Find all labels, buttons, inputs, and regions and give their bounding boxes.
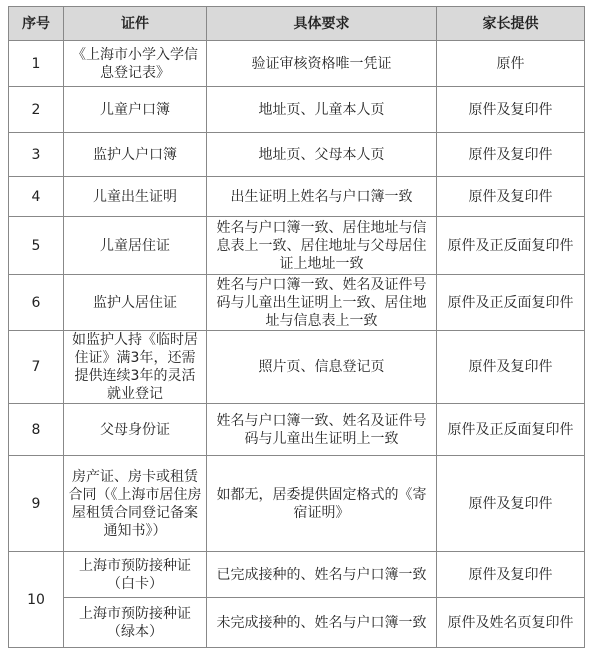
header-document: 证件	[64, 7, 207, 41]
table-row	[9, 456, 585, 552]
row-no: 3	[9, 133, 64, 177]
table-row	[9, 598, 585, 648]
row-document: 儿童居住证	[64, 217, 207, 275]
table-row	[9, 331, 585, 404]
row-provide: 原件及复印件	[437, 552, 585, 598]
row-requirement: 验证审核资格唯一凭证	[207, 41, 437, 87]
table-row	[9, 87, 585, 133]
row-no: 6	[9, 275, 64, 331]
row-provide: 原件及复印件	[437, 87, 585, 133]
header-no: 序号	[9, 7, 64, 41]
row-no: 5	[9, 217, 64, 275]
row-requirement: 地址页、父母本人页	[207, 133, 437, 177]
row-requirement: 如都无，居委提供固定格式的《寄宿证明》	[207, 456, 437, 552]
row-requirement: 照片页、信息登记页	[207, 331, 437, 404]
row-no: 2	[9, 87, 64, 133]
table-header-row	[9, 7, 585, 41]
row-document: 上海市预防接种证（白卡）	[64, 552, 207, 598]
row-document: 《上海市小学入学信息登记表》	[64, 41, 207, 87]
row-document: 儿童出生证明	[64, 177, 207, 217]
row-requirement: 出生证明上姓名与户口簿一致	[207, 177, 437, 217]
row-requirement: 未完成接种的、姓名与户口簿一致	[207, 598, 437, 648]
row-provide: 原件及正反面复印件	[437, 275, 585, 331]
row-document: 上海市预防接种证（绿本）	[64, 598, 207, 648]
row-no: 10	[9, 552, 64, 648]
table-row	[9, 217, 585, 275]
requirements-table	[8, 6, 585, 648]
row-requirement: 已完成接种的、姓名与户口簿一致	[207, 552, 437, 598]
row-no: 9	[9, 456, 64, 552]
row-no: 1	[9, 41, 64, 87]
table-row	[9, 275, 585, 331]
requirements-table-wrapper	[8, 6, 585, 648]
row-provide: 原件及正反面复印件	[437, 404, 585, 456]
table-row	[9, 133, 585, 177]
row-requirement: 姓名与户口簿一致、姓名及证件号码与儿童出生证明上一致	[207, 404, 437, 456]
header-provide: 家长提供	[437, 7, 585, 41]
row-provide: 原件及复印件	[437, 456, 585, 552]
row-document: 监护人居住证	[64, 275, 207, 331]
row-document: 父母身份证	[64, 404, 207, 456]
row-document: 儿童户口簿	[64, 87, 207, 133]
row-no: 7	[9, 331, 64, 404]
row-no: 4	[9, 177, 64, 217]
row-requirement: 姓名与户口簿一致、姓名及证件号码与儿童出生证明上一致、居住地址与信息表上一致	[207, 275, 437, 331]
row-provide: 原件	[437, 41, 585, 87]
row-requirement: 地址页、儿童本人页	[207, 87, 437, 133]
row-document: 房产证、房卡或租赁合同（《上海市居住房屋租赁合同登记备案通知书》）	[64, 456, 207, 552]
table-row	[9, 41, 585, 87]
table-row	[9, 404, 585, 456]
table-row	[9, 177, 585, 217]
row-provide: 原件及正反面复印件	[437, 217, 585, 275]
row-document: 如监护人持《临时居住证》满3年，还需提供连续3年的灵活就业登记	[64, 331, 207, 404]
row-provide: 原件及复印件	[437, 331, 585, 404]
row-provide: 原件及复印件	[437, 133, 585, 177]
header-requirement: 具体要求	[207, 7, 437, 41]
row-provide: 原件及复印件	[437, 177, 585, 217]
row-provide: 原件及姓名页复印件	[437, 598, 585, 648]
row-document: 监护人户口簿	[64, 133, 207, 177]
table-row	[9, 552, 585, 598]
row-requirement: 姓名与户口簿一致、居住地址与信息表上一致、居住地址与父母居住证上地址一致	[207, 217, 437, 275]
row-no: 8	[9, 404, 64, 456]
